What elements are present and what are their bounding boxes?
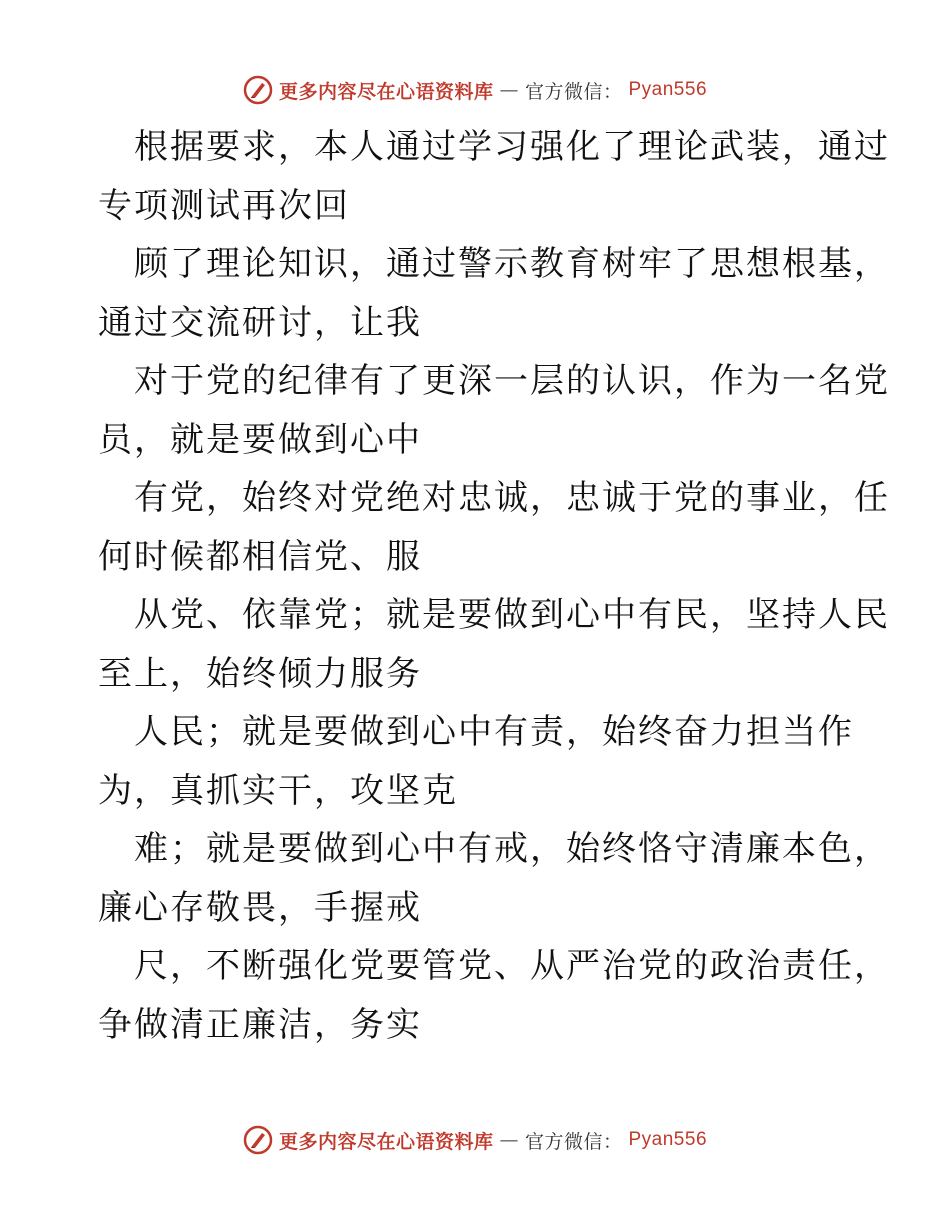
text-line: 顾了理论知识，通过警示教育树牢了思想根基，: [134, 244, 890, 284]
text-line: 从党、依靠党；就是要做到心中有民，坚持人民: [134, 595, 890, 635]
text-line: 廉心存敬畏，手握戒: [98, 887, 422, 928]
text-line: 员，就是要做到心中: [98, 419, 422, 460]
header-dash: —: [499, 79, 519, 101]
text-line: 尺，不断强化党要管党、从严治党的政治责任，: [134, 946, 890, 986]
text-line: 难；就是要做到心中有戒，始终恪守清廉本色，: [134, 829, 890, 869]
text-line: 根据要求，本人通过学习强化了理论武装，通过: [134, 127, 890, 167]
text-line: 何时候都相信党、服: [98, 536, 422, 577]
page-header: [0, 70, 950, 110]
text-line: 通过交流研讨，让我: [98, 302, 422, 343]
header-wechat-label: 官方微信：: [524, 80, 623, 103]
watermark-brand: [243, 1125, 707, 1155]
footer-wechat-label: 官方微信：: [524, 1130, 623, 1153]
text-line: 为，真抓实干，攻坚克: [98, 770, 458, 811]
pen-logo-icon: [243, 1125, 273, 1155]
text-line: 有党，始终对党绝对忠诚，忠诚于党的事业，任: [134, 478, 890, 518]
page-footer: [0, 1120, 950, 1160]
text-line: 专项测试再次回: [98, 185, 350, 226]
header-wechat-id: Pyan556: [628, 79, 708, 100]
footer-wechat-id: Pyan556: [628, 1129, 708, 1150]
watermark-brand: [243, 75, 707, 105]
text-line: 对于党的纪律有了更深一层的认识，作为一名党: [134, 361, 890, 401]
document-body: [98, 118, 890, 1054]
text-line: 争做清正廉洁，务实: [98, 1004, 422, 1045]
text-line: 人民；就是要做到心中有责，始终奋力担当作: [134, 712, 854, 752]
header-slogan: 更多内容尽在心语资料库: [278, 80, 494, 103]
text-line: 至上，始终倾力服务: [98, 653, 422, 694]
footer-dash: —: [499, 1129, 519, 1151]
footer-slogan: 更多内容尽在心语资料库: [278, 1130, 494, 1153]
pen-logo-icon: [243, 75, 273, 105]
